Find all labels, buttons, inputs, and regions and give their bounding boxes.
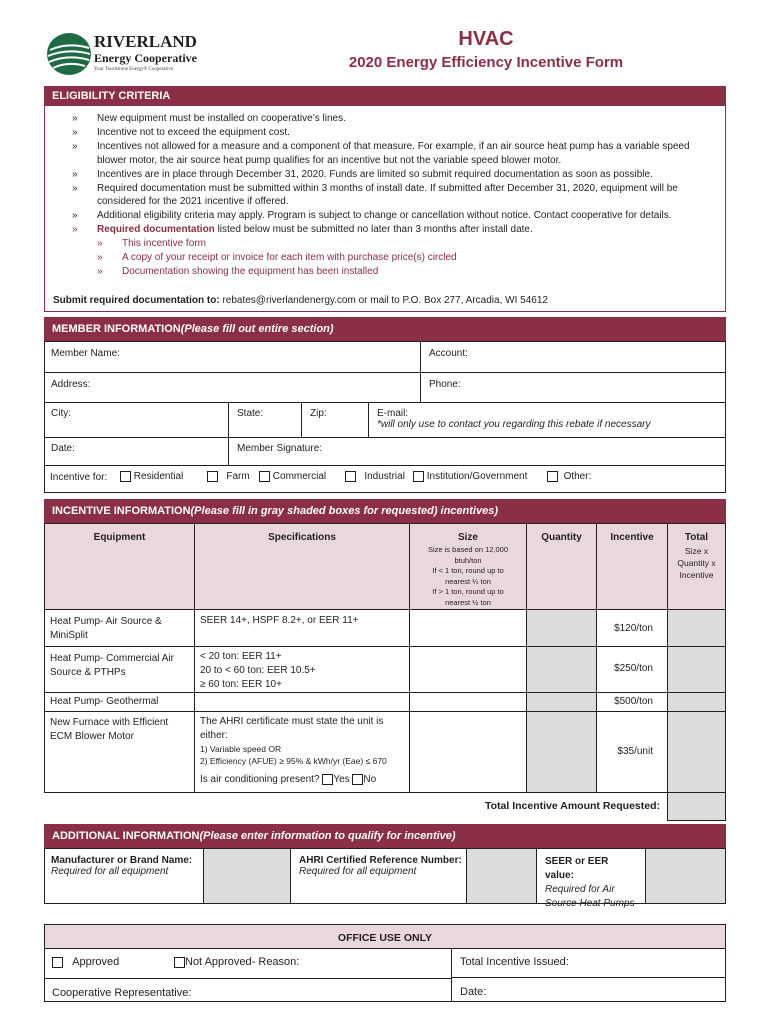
- logo-sub: Energy Cooperative: [94, 51, 197, 65]
- seer-input[interactable]: [645, 848, 726, 904]
- table-row: Heat Pump- Geothermal: [44, 692, 195, 712]
- commercial-checkbox[interactable]: [259, 471, 270, 482]
- col-quantity: Quantity: [526, 523, 597, 610]
- list-item: » A copy of your receipt or invoice for each item with purchase price(s) circled: [97, 252, 457, 264]
- member-name-field[interactable]: Member Name:: [44, 341, 421, 373]
- list-item: » Incentives are in place through December 31, 2020. Funds are limited so submit required documentation as soon as possible.: [72, 168, 653, 180]
- option-residential[interactable]: Residential: [120, 471, 183, 482]
- row2-quantity-input[interactable]: [526, 646, 597, 693]
- form-subtitle: 2020 Energy Efficiency Incentive Form: [348, 54, 624, 71]
- approved-checkbox[interactable]: [52, 957, 63, 968]
- list-item: » New equipment must be installed on cooperative’s lines.: [72, 113, 346, 124]
- row4-quantity-input[interactable]: [526, 711, 597, 793]
- date-field[interactable]: Date:: [44, 437, 229, 466]
- account-field[interactable]: Account:: [420, 341, 726, 373]
- row1-incentive: $120/ton: [596, 609, 668, 647]
- total-issued-field[interactable]: Total Incentive Issued:: [451, 949, 726, 978]
- incentive-header: INCENTIVE INFORMATION (Please fill in gray shaded boxes for requested) incentives): [44, 499, 726, 523]
- email-note: *will only use to contact you regarding this rebate if necessary: [377, 419, 651, 430]
- manufacturer-input[interactable]: [203, 848, 291, 904]
- office-date-field[interactable]: Date:: [451, 978, 726, 1002]
- zip-field[interactable]: Zip:: [301, 402, 369, 438]
- option-industrial[interactable]: Industrial: [345, 471, 405, 482]
- city-field[interactable]: City:: [44, 402, 229, 438]
- member-header: MEMBER INFORMATION (Please fill out entire section): [44, 317, 726, 341]
- option-farm[interactable]: Farm: [207, 471, 250, 482]
- state-field[interactable]: State:: [228, 402, 302, 438]
- incentive-for-label: Incentive for:: [50, 472, 108, 483]
- total-requested-label: Total Incentive Amount Requested:: [484, 800, 660, 812]
- list-item: » Required documentation must be submitted within 3 months of install date. If submitted after December 31, 2020, equipment will be: [72, 182, 678, 194]
- eligibility-list: [72, 112, 722, 279]
- address-field[interactable]: Address:: [44, 372, 421, 403]
- table-row: Heat Pump- Commercial Air Source & PTHPs: [44, 646, 195, 693]
- ac-question: Is air conditioning present? Yes No: [200, 774, 377, 785]
- industrial-checkbox[interactable]: [345, 471, 356, 482]
- institution-checkbox[interactable]: [413, 471, 424, 482]
- submit-line: Submit required documentation to: rebates@riverlandenergy.com or mail to P.O. Box 277, Arcadia, WI 54612: [53, 295, 548, 306]
- approved-option[interactable]: Approved: [52, 956, 119, 968]
- member-signature-field[interactable]: Member Signature:: [228, 437, 726, 466]
- col-equipment: Equipment: [44, 523, 195, 610]
- form-title: HVAC: [458, 28, 514, 50]
- list-item: » Incentives not allowed for a measure and a component of that measure. For example, if an air source heat pump has a variable speed: [72, 140, 690, 152]
- row3-total-input[interactable]: [667, 692, 726, 712]
- logo-tag: Your Touchstone Energy® Cooperative: [94, 67, 173, 72]
- list-item: » Required documentation listed below must be submitted no later than 3 months after install date.: [72, 224, 533, 236]
- list-item: » Documentation showing the equipment has been installed: [97, 265, 379, 277]
- row3-specs: [194, 692, 410, 712]
- row3-quantity-input[interactable]: [526, 692, 597, 712]
- row4-specs: The AHRI certificate must state the unit is either: 1) Variable speed OR 2) Efficiency (AFUE) ≥ 95% & kWh/yr (Eae) ≤ 670 Is air conditioning present? Yes No: [194, 711, 410, 793]
- list-item: » Additional eligibility criteria may apply. Program is subject to change or cancellation without notice. Contact cooperative for details.: [72, 210, 672, 222]
- row3-size-input[interactable]: [409, 692, 527, 712]
- rep-field[interactable]: Cooperative Representative:: [44, 978, 452, 1002]
- other-checkbox[interactable]: [547, 471, 558, 482]
- row4-total-input[interactable]: [667, 711, 726, 793]
- not-approved-option[interactable]: Not Approved- Reason:: [174, 956, 299, 968]
- office-header: OFFICE USE ONLY: [45, 925, 725, 949]
- list-item: » This incentive form: [97, 238, 206, 250]
- email-field[interactable]: E-mail: *will only use to contact you regarding this rebate if necessary: [368, 402, 726, 438]
- eligibility-header: ELIGIBILITY CRITERIA: [44, 86, 726, 106]
- ac-yes-checkbox[interactable]: [322, 774, 333, 785]
- farm-checkbox[interactable]: [207, 471, 218, 482]
- option-other[interactable]: Other:: [547, 471, 591, 482]
- row1-size-input[interactable]: [409, 609, 527, 647]
- ahri-label: AHRI Certified Reference Number: Required for all equipment: [290, 848, 467, 904]
- row1-total-input[interactable]: [667, 609, 726, 647]
- table-row: Heat Pump- Air Source & MiniSplit: [44, 609, 195, 647]
- list-item: considered for the 2021 incentive if offered.: [97, 196, 289, 208]
- option-institution[interactable]: Institution/Government: [413, 471, 527, 482]
- col-size: Size Size is based on 12,000 btuh/ton If < 1 ton, round up to nearest ¼ ton If > 1 ton, round up to nearest ½ ton: [409, 523, 527, 610]
- row1-specs: SEER 14+, HSPF 8.2+, or EER 11+: [194, 609, 410, 647]
- row2-specs: < 20 ton: EER 11+ 20 to < 60 ton: EER 10.5+ ≥ 60 ton: EER 10+: [194, 646, 410, 693]
- not-approved-checkbox[interactable]: [174, 957, 185, 968]
- row3-incentive: $500/ton: [596, 692, 668, 712]
- option-commercial[interactable]: Commercial: [259, 471, 326, 482]
- phone-field[interactable]: Phone:: [420, 372, 726, 403]
- table-row: New Furnace with Efficient ECM Blower Motor: [44, 711, 195, 793]
- list-item: » Incentive not to exceed the equipment cost.: [72, 126, 290, 138]
- ac-no-checkbox[interactable]: [352, 774, 363, 785]
- row4-size-input[interactable]: [409, 711, 527, 793]
- col-specs: Specifications: [194, 523, 410, 610]
- residential-checkbox[interactable]: [120, 471, 131, 482]
- ahri-input[interactable]: [466, 848, 537, 904]
- seer-label: SEER or EER value: Required for Air Source Heat Pumps: [536, 848, 646, 904]
- logo-name: RIVERLAND: [94, 32, 197, 51]
- list-item: blower motor, the air source heat pump qualifies for an incentive but not the variable speed blower motor.: [97, 154, 562, 166]
- row2-size-input[interactable]: [409, 646, 527, 693]
- col-total: Total Size x Quantity x Incentive: [667, 523, 726, 610]
- row4-incentive: $35/unit: [596, 711, 668, 793]
- additional-header: ADDITIONAL INFORMATION (Please enter information to qualify for incentive): [44, 824, 726, 848]
- row2-incentive: $250/ton: [596, 646, 668, 693]
- row2-total-input[interactable]: [667, 646, 726, 693]
- col-incentive: Incentive: [596, 523, 668, 610]
- row1-quantity-input[interactable]: [526, 609, 597, 647]
- total-requested-input[interactable]: [667, 792, 726, 821]
- manufacturer-label: Manufacturer or Brand Name: Required for all equipment: [44, 848, 204, 904]
